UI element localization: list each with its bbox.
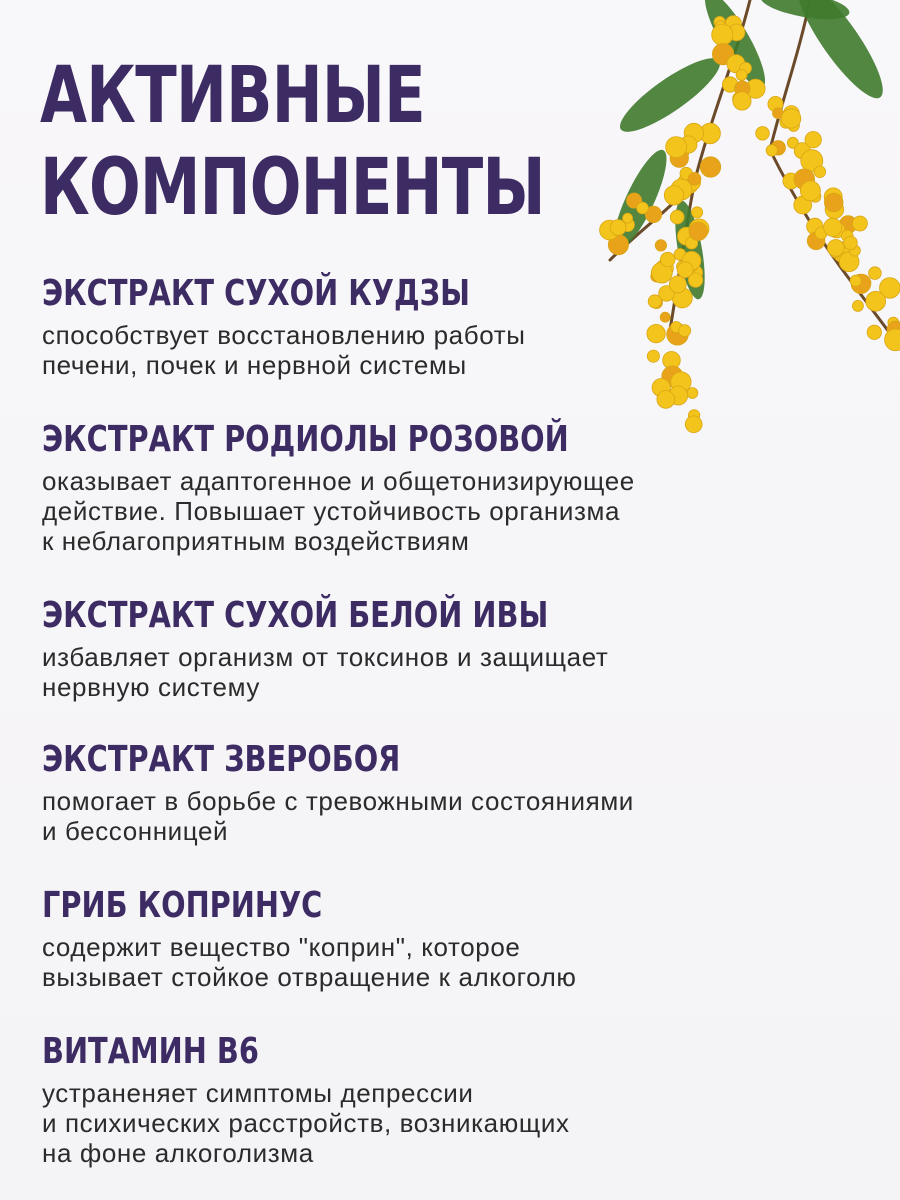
ingredient-heading: ВИТАМИН В6 (42, 1031, 259, 1072)
flower-petal (844, 236, 858, 250)
ingredient-item-coprinus (42, 884, 862, 992)
ingredient-description: избавляет организм от токсинов и защищает нервную систему (42, 642, 609, 702)
flower-petal (867, 325, 881, 339)
flower-petal (623, 213, 633, 223)
ingredient-heading: ГРИБ КОПРИНУС (42, 885, 323, 926)
flower-petal (666, 137, 687, 158)
flower-petal (664, 186, 683, 205)
ingredient-item-rhodiola (42, 418, 862, 556)
flower-petal (655, 240, 666, 251)
ingredient-item-vitamin-b6 (42, 1030, 862, 1168)
ingredient-heading: ЭКСТРАКТ ЗВЕРОБОЯ (42, 739, 401, 780)
ingredient-description: устраненяет симптомы депрессии и психических расстройств, возникающих на фоне алкоголизма (42, 1078, 570, 1168)
flower-petal (805, 132, 821, 148)
flower-petal (885, 329, 900, 351)
flower-petal (692, 207, 703, 218)
ingredient-description: содержит вещество "коприн", которое вызывает стойкое отвращение к алкоголю (42, 932, 577, 992)
flower-petal (800, 181, 820, 201)
flower-petal (610, 220, 626, 236)
ingredient-heading: ЭКСТРАКТ РОДИОЛЫ РОЗОВОЙ (42, 419, 569, 460)
flower-petal (852, 216, 867, 231)
flower-petal (670, 210, 684, 224)
flower-petal (637, 202, 649, 214)
flower-petal (866, 291, 886, 311)
ingredient-item-kudzu (42, 272, 862, 380)
ingredient-description: помогает в борьбе с тревожными состояниями и бессонницей (42, 786, 634, 846)
flower-petal (660, 252, 675, 267)
flower-petal (657, 391, 675, 409)
ingredient-description: оказывает адаптогенное и общетонизирующее действие. Повышает устойчивость организма к неблагоприятным воздействиям (42, 466, 635, 556)
flower-petal (689, 222, 708, 241)
flower-petal (766, 145, 777, 156)
ingredient-item-st-johns-wort (42, 738, 862, 846)
ingredient-description: способствует восстановлению работы печени, почек и нервной системы (42, 320, 526, 380)
flower-petal (712, 24, 733, 45)
page-title (40, 50, 545, 234)
flower-petal (824, 193, 843, 212)
flower-petal (824, 218, 842, 236)
ingredient-heading: ЭКСТРАКТ СУХОЙ КУДЗЫ (42, 273, 470, 314)
page-title-line-1: АКТИВНЫЕ (40, 51, 425, 141)
page-title-line-2: КОМПОНЕНТЫ (40, 143, 545, 233)
flower-petal (814, 166, 826, 178)
flower-petal (869, 267, 882, 280)
ingredient-heading: ЭКСТРАКТ СУХОЙ БЕЛОЙ ИВЫ (42, 595, 549, 636)
flower-petal (781, 109, 800, 128)
flower-petal (827, 240, 844, 257)
flower-petal (756, 127, 770, 141)
flower-petal (688, 172, 701, 185)
flower-petal (733, 92, 751, 110)
flower-petal (736, 69, 747, 80)
flower-petal (700, 157, 720, 177)
ingredient-item-white-willow (42, 594, 862, 702)
